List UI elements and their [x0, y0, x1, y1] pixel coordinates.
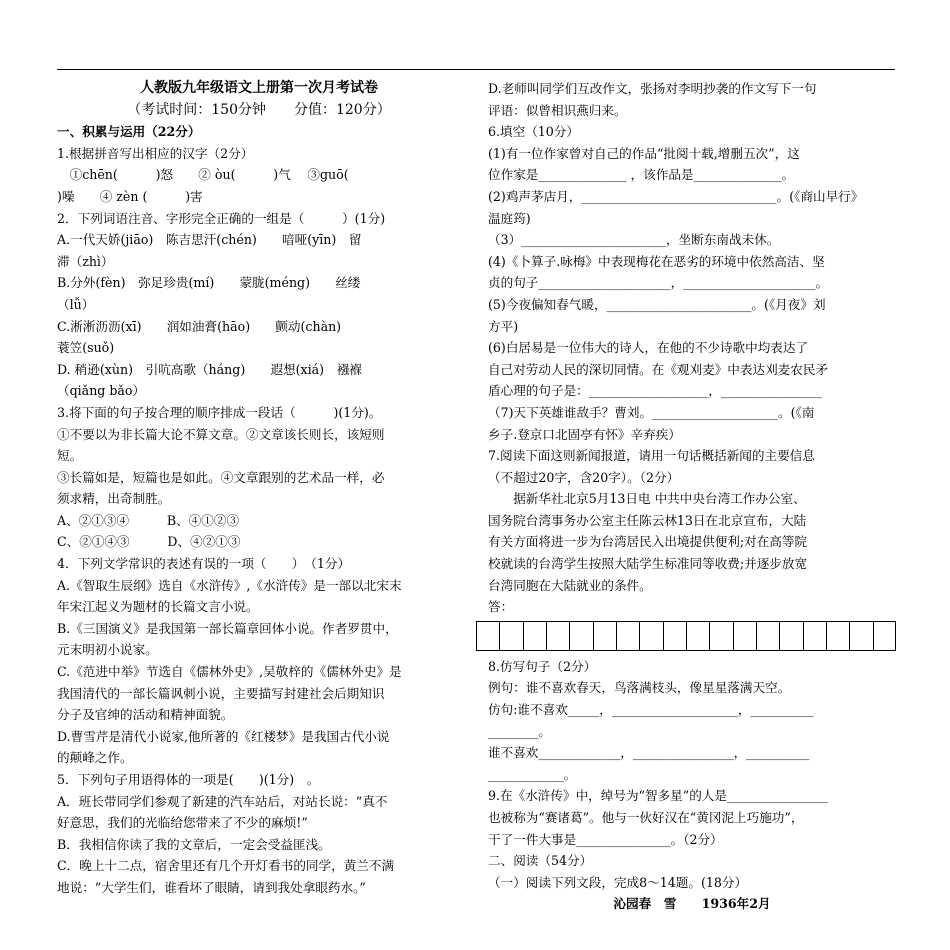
text-line: A、②①③④ B、④①②③ [57, 512, 240, 528]
answer-cell[interactable] [663, 621, 686, 651]
text-line: C、②①④③ D、④②①③ [57, 534, 241, 550]
text-line: （3）_______________________，坐断东南战未休。 [488, 232, 780, 248]
text-line: ①chēn( )怒 ② òu( )气 ③guō( [57, 167, 349, 183]
answer-cell[interactable] [709, 621, 732, 651]
text-line: 元末明初小说家。 [57, 642, 158, 658]
text-line: 盾心理的句子是：___________________，________________ [488, 383, 822, 399]
answer-cell[interactable] [733, 621, 756, 651]
text-line: 国务院台湾事务办公室主任陈云林13日在北京宣布，大陆 [488, 512, 807, 528]
text-line: 沁园春 雪 1936年2月 [613, 896, 771, 912]
text-line: D.老师叫同学们互改作文，张扬对李明抄袭的作文写下一句 [488, 81, 817, 96]
answer-cell[interactable] [499, 621, 522, 651]
text-line: 3.将下面的句子按合理的顺序排成一段话（ )(1分)。 [57, 404, 382, 420]
text-line: 1.根据拼音写出相应的汉字（2分） [57, 145, 254, 161]
text-line: 蓑笠(suǒ) [57, 340, 115, 356]
answer-cell[interactable] [803, 621, 826, 651]
text-line: 6.填空（10分） [488, 124, 580, 140]
answer-cell[interactable] [849, 621, 872, 651]
answer-cell[interactable] [569, 621, 592, 651]
text-line: ________。 [488, 723, 551, 739]
text-line: A．班长带同学们参观了新建的汽车站后，对站长说：“真不 [57, 793, 388, 809]
left-column [57, 78, 461, 899]
text-line: )噪 ④ zèn ( )害 [57, 188, 203, 204]
text-line: 7.阅读下面这则新闻报道，请用一句话概括新闻的主要信息 [488, 448, 815, 464]
text-line: 自己对劳动人民的深切同情。在《观刈麦》中表达刈麦农民矛 [488, 361, 829, 377]
text-line: （7)天下英雄谁敌手？曹刘。____________________。(《南 [488, 404, 815, 420]
right-column [488, 78, 896, 915]
text-line: 据新华社北京5月13日电 中共中央台湾工作办公室、 [488, 491, 806, 507]
text-line: 的颠峰之作。 [57, 750, 133, 766]
text-line: （qiǎng bǎo） [57, 383, 146, 399]
text-line: 台湾同胞在大陆就业的条件。 [488, 577, 652, 593]
text-line: 8.仿写句子（2分） [488, 658, 597, 674]
text-line: 有关方面将进一步为台湾居民入出境提供便利;对在高等院 [488, 534, 808, 550]
text-line: (6)白居易是一位伟大的诗人，在他的不少诗歌中均表达了 [488, 340, 809, 356]
text-line: C．晚上十二点，宿舍里还有几个开灯看书的同学，黄兰不满 [57, 858, 395, 874]
answer-cell[interactable] [523, 621, 546, 651]
text-line: 分子及官绅的活动和精神面貌。 [57, 707, 234, 723]
text-line: B.《三国演义》是我国第一部长篇章回体小说。作者罗贯中， [57, 620, 398, 636]
text-line: C.《范进中举》节选自《儒林外史》,吴敬梓的《儒林外史》是 [57, 664, 402, 680]
text-line: 9.在《水浒传》中，绰号为“智多星”的人是________________ [488, 788, 828, 804]
text-line: B．我相信你读了我的文章后，一定会受益匪浅。 [57, 836, 331, 852]
text-line: B.分外(fèn) 弥足珍贵(mí) 蒙胧(méng) 丝缕 [57, 275, 361, 291]
text-line: 好意思，我们的光临给您带来了不少的麻烦!” [57, 815, 308, 831]
text-line: 4．下列文学常识的表述有误的一项（ ） （1分） [57, 556, 351, 572]
answer-cell[interactable] [686, 621, 709, 651]
text-line: (5)今夜偏知春气暖，_______________________。(《月夜》刘 [488, 296, 826, 312]
text-line: （考试时间：150分钟 分值：120分） [127, 101, 391, 118]
answer-grid[interactable] [476, 621, 896, 653]
answer-cell[interactable] [639, 621, 662, 651]
text-line: A.《智取生辰纲》选自《水浒传》,《水浒传》是一部以北宋末 [57, 577, 402, 593]
text-line: （lǚ） [57, 296, 95, 312]
text-line: D. 稍逊(xùn) 引吭高歌（háng) 遐想(xiá) 襁褓 [57, 361, 362, 377]
text-line: 二、阅读（54分） [488, 853, 593, 869]
answer-cell[interactable] [476, 621, 499, 651]
text-line: A.一代天娇(jiāo) 陈吉思汗(chén) 喑哑(yīn) 留 [57, 232, 362, 248]
answer-cell[interactable] [779, 621, 802, 651]
text-line: D.曹雪芹是清代小说家,他所著的《红楼梦》是我国古代小说 [57, 728, 390, 744]
text-line: 干了一件大事是_______________。（2分） [488, 831, 723, 847]
right-column-bottom [488, 656, 896, 915]
text-line: 谁不喜欢_____________，________________，__________ [488, 745, 810, 761]
text-line: 人教版九年级语文上册第一次月考试卷 [140, 80, 378, 96]
text-line: 评语：似曾相识燕归来。 [488, 102, 627, 118]
text-line: 方平) [488, 318, 519, 334]
text-line: 乡子.登京口北固亭有怀》辛弃疾） [488, 426, 681, 442]
text-line: 位作家是______________ ，该作品是______________。 [488, 167, 795, 183]
answer-cell[interactable] [616, 621, 639, 651]
text-line: 年宋江起义为题材的长篇文言小说。 [57, 599, 259, 615]
text-line: 2．下列词语注音、字形完全正确的一组是（ ）(1分) [57, 210, 386, 226]
text-line: 地说：“大学生们，谁看坏了眼睛，请到我处拿眼药水。” [57, 879, 366, 895]
text-line: (2)鸡声茅店月，_______________________________。(《商山早行》 [488, 188, 864, 204]
text-line: ____________。 [488, 766, 577, 782]
text-line: 例句：谁不喜欢春天，鸟落满枝头，像星星落满天空。 [488, 680, 791, 696]
answer-cell[interactable] [546, 621, 569, 651]
header-rule [57, 69, 895, 70]
answer-cell[interactable] [873, 621, 896, 651]
text-line: 温庭筠) [488, 210, 531, 226]
text-line: (4)《卜算子.咏梅》中表现梅花在恶劣的环境中依然高洁、坚 [488, 253, 825, 269]
text-line: 我国清代的一部长篇讽刺小说，主要描写封建社会后期知识 [57, 685, 385, 701]
text-line: 也被称为“赛诸葛”。他与一伙好汉在“黄冈泥上巧施功”， [488, 810, 804, 825]
right-column-top [488, 78, 896, 618]
text-line: 须求精，出奇制胜。 [57, 491, 171, 507]
text-line: 5．下列句子用语得体的一项是( )(1分) 。 [57, 772, 320, 787]
text-line: C.淅淅沥沥(xī) 润如油膏(hāo) 颤动(chàn) [57, 318, 342, 334]
text-line: 贞的句子_____________________，_____________________。 [488, 275, 829, 291]
answer-cell[interactable] [756, 621, 779, 651]
text-line: （不超过20字，含20字）。（2分） [488, 469, 680, 485]
text-line: 短。 [57, 448, 83, 464]
text-line: 仿句:谁不喜欢_____，____________________，__________ [488, 702, 814, 718]
text-line: ③长篇如是，短篇也是如此。④文章跟别的艺术品一样，必 [57, 469, 385, 485]
answer-cell[interactable] [826, 621, 849, 651]
text-line: (1)有一位作家曾对自己的作品“批阅十载,增删五次”，这 [488, 145, 800, 161]
text-line: 校就读的台湾学生按照大陆学生标准同等收费;并逐步放宽 [488, 556, 808, 572]
answer-cell[interactable] [593, 621, 616, 651]
text-line: 答： [488, 599, 514, 615]
text-line: ①不要以为非长篇大论不算文章。②文章该长则长，该短则 [57, 426, 385, 442]
text-line: 一、积累与运用（22分） [57, 124, 201, 140]
text-line: （一）阅读下列文段，完成8～14题。(18分） [488, 874, 748, 890]
text-line: 滞（zhì） [57, 253, 114, 269]
